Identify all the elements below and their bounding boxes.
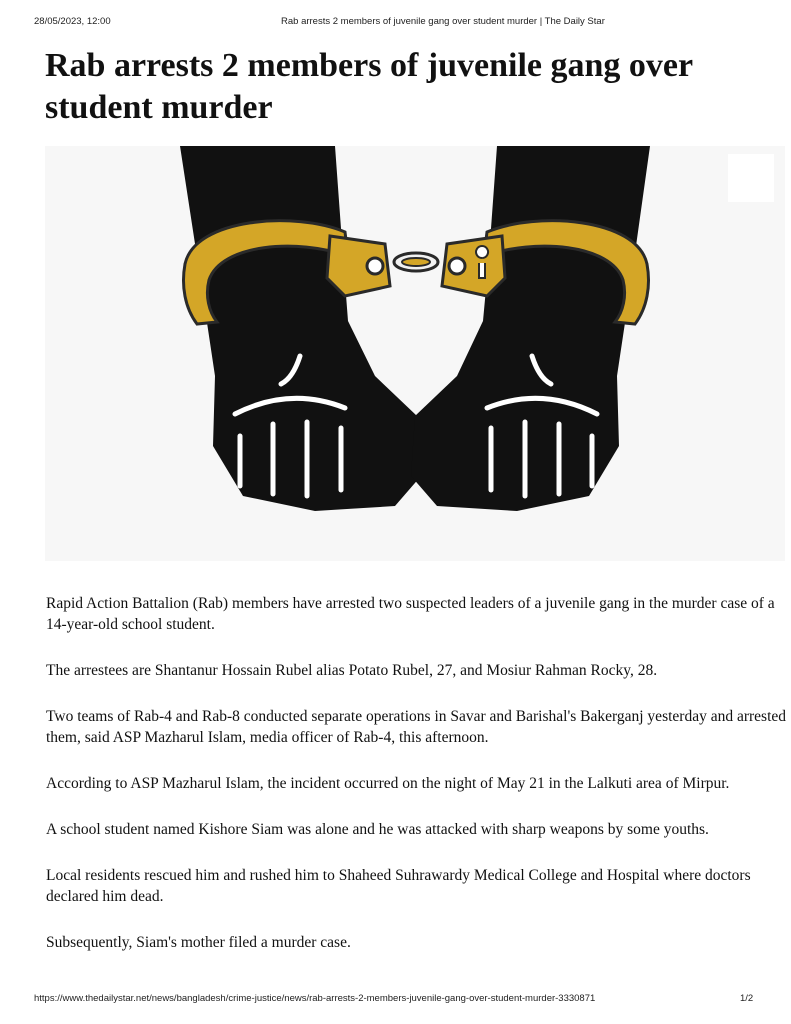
article-headline: Rab arrests 2 members of juvenile gang over student murder xyxy=(45,47,693,126)
article-image xyxy=(45,146,785,561)
article-body xyxy=(46,593,786,978)
article-paragraph: Rapid Action Battalion (Rab) members have arrested two suspected leaders of a juvenile gang in the murder case of a 14-year-old school student. xyxy=(46,595,775,633)
print-document-title: Rab arrests 2 members of juvenile gang over student murder | The Daily Star xyxy=(281,16,605,27)
article-paragraph: The arrestees are Shantanur Hossain Rubel alias Potato Rubel, 27, and Mosiur Rahman Rocky, 28. xyxy=(46,662,658,679)
print-footer xyxy=(0,993,791,1007)
article-paragraph: According to ASP Mazharul Islam, the incident occurred on the night of May 21 in the Lalkuti area of Mirpur. xyxy=(46,775,730,792)
print-datetime: 28/05/2023, 12:00 xyxy=(34,16,111,27)
article-paragraph: Local residents rescued him and rushed him to Shaheed Suhrawardy Medical College and Hospital where doctors declared him dead. xyxy=(46,867,751,905)
handcuffed-hands-illustration xyxy=(45,146,785,561)
article-paragraph: Subsequently, Siam's mother filed a murder case. xyxy=(46,934,351,951)
print-header xyxy=(0,16,791,30)
page-number: 1/2 xyxy=(740,993,754,1004)
article-paragraph: Two teams of Rab-4 and Rab-8 conducted separate operations in Savar and Barishal's Bakerganj yesterday and arrested them, said ASP Mazharul Islam, media officer of Rab-4, this afternoon. xyxy=(46,708,787,746)
print-footer-url: https://www.thedailystar.net/news/bangladesh/crime-justice/news/rab-arrests-2-members-juvenile-gang-over-student-murder-3330871 xyxy=(34,993,596,1004)
article-paragraph: A school student named Kishore Siam was alone and he was attacked with sharp weapons by some youths. xyxy=(46,821,709,838)
